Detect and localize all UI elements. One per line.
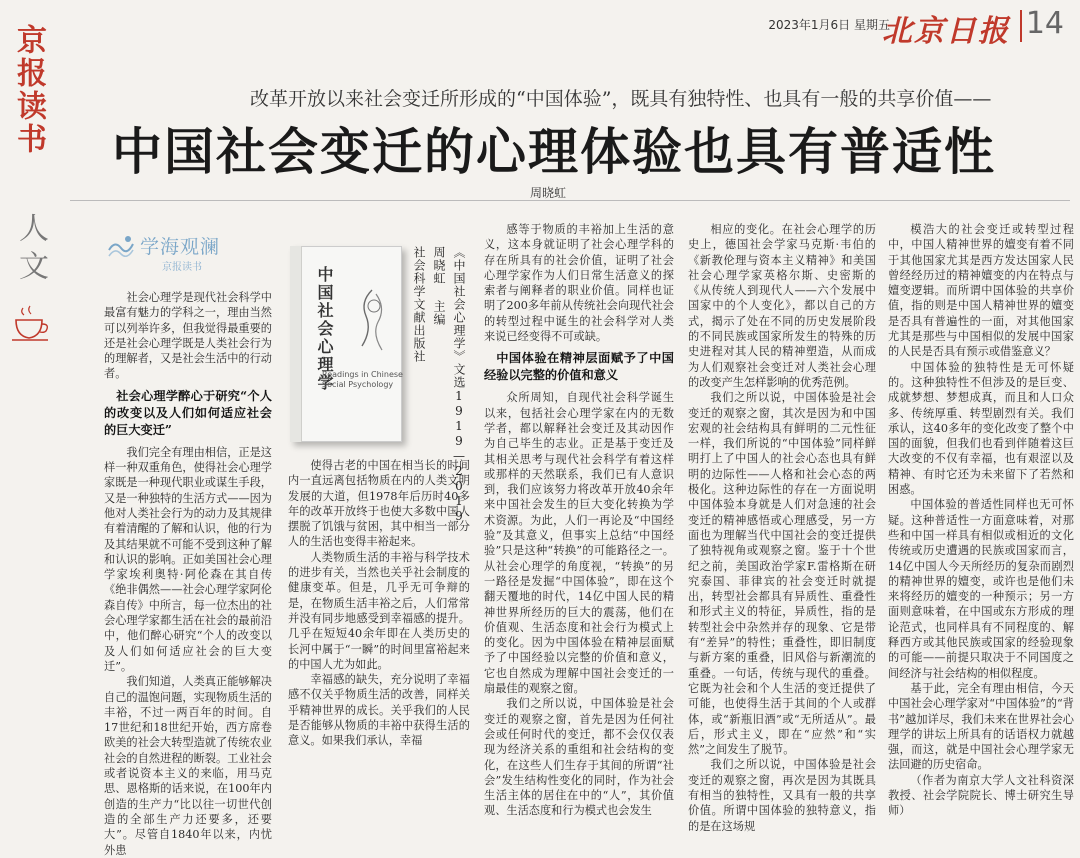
paragraph: 使得古老的中国在相当长的时间内一直远离包括物质在内的人类文明发展的大道，但1978年后历时40多年的改革开放终于也使大多数中国人摆脱了饥饿与贫困，其中相当一部分人的生活也变得丰裕起来。 (288, 459, 470, 549)
book-cover-english-2: Social Psychology (322, 380, 394, 389)
issue-date: 2023年1月6日 星期五 (768, 18, 890, 32)
paragraph: 模浩大的社会变迁或转型过程中，中国人精神世界的嬗变有着不同于其他国家尤其是西方发达国家人民曾经经历过的精神嬗变的内在特点与嬗变逻辑。而所谓中国体验的共享价值，指的则是中国人精神世界的嬗变是否具有普遍性的一面，对其他国家尤其是那些与中国相似的发展中国家的人民是否具有预示或借鉴意义？ (888, 223, 1074, 359)
section-heading: 社会心理学醉心于研究“个人的改变以及人们如何适应社会的巨大变迁” (104, 388, 272, 437)
masthead-divider (1020, 10, 1022, 42)
paragraph: 基于此，完全有理由相信，今天中国社会心理学家对“中国体验”的“背书”越加详尽，我们未来在世界社会心理学的讲坛上所具有的话语权力就越强，而这，就是中国社会心理学家无法回避的历史宿命。 (888, 681, 1074, 772)
paragraph: 我们知道，人类真正能够解决自己的温饱问题，实现物质生活的丰裕，不过一两百年的时间。自17世纪和18世纪开始，西方席卷欧美的社会大转型造就了传统农业社会的自然进程的断裂。工业社会或者说资本主义的来临，用马克思、恩格斯的话来说，在100年内创造的生产力“比以往一切世代创造的全部生产力还要多，还要大”。尽管自1840年以来，内忧外患 (104, 675, 272, 857)
paragraph: 人类物质生活的丰裕与科学技术的进步有关，当然也关乎社会制度的健康变革。但是，几乎无可争辩的是，在物质生活丰裕之后，人们常常并没有同步地感受到幸福感的提升。几乎在短短40余年即在人类历史的长河中属于“一瞬”的时间里富裕起来的中国人尤为如此。 (288, 550, 470, 671)
article-column-3 (484, 222, 674, 818)
book-cover-figure (346, 286, 398, 356)
teacup-icon (8, 300, 54, 346)
section-heading: 中国体验在精神层面赋予了中国经验以完整的价值和意义 (484, 351, 674, 383)
left-brand-strip (0, 0, 62, 683)
masthead (620, 0, 1080, 52)
paragraph: 我们之所以说，中国体验是社会变迁的观察之窗，再次是因为其既具有相当的独特性，又具有一般的共享价值。所谓中国体验的独特意义，指的是在这场规 (688, 758, 876, 833)
section-label-vertical: 人文 (13, 212, 48, 288)
header-rule (70, 200, 1070, 201)
paragraph: 中国体验的普适性同样也无可怀疑。这种普适性一方面意味着，对那些和中国一样具有相似或相近的文化传统或历史遭遇的民族或国家而言，14亿中国人今天所经历的复杂而剧烈的精神世界的嬗变，或许也是他们未来将经历的嬗变的一种预示；另一方面则意味着，在中国或东方形成的理论范式，也同样具有不同程度的、解释西方或其他民族或国家的经验现象的可能——前提只取决于不同国度之间经济与社会结构的相似程度。 (888, 498, 1074, 680)
book-cover-title: 中国社会心理学 (315, 266, 334, 392)
article-column-5 (888, 222, 1074, 818)
article-subtitle: 改革开放以来社会变迁所形成的“中国体验”，既具有独特性、也具有一般的共享价值—— (250, 88, 992, 110)
paragraph: 感等于物质的丰裕加上生活的意义，这本身就证明了社会心理学科的存在所具有的社会价值，证明了社会心理学家作为人们日常生活意义的探索者与阐释者的职业价值。同样也证明了200多年前从传统社会向现代社会的转型过程中诞生的社会科学对人类来说已经变得不可或缺。 (484, 223, 674, 344)
paragraph: 我们完全有理由相信，正是这样一种双重角色，使得社会心理学家既是一种现代职业或谋生手段，又是一种独特的生活方式——因为他对人类社会行为的动力及其规律有着清醒的了解和认识，他的行为及其结果就不可能不受到这种了解和认识的影响。正如美国社会心理学家埃利奥特·阿伦森在其自传《绝非偶然——社会心理学家阿伦森自传》中所言，每一位杰出的社会心理学家都生活在社会的最前沿中，他们醉心研究“个人的改变以及人们如何适应社会的巨大变迁”。 (104, 445, 272, 673)
book-info-publisher: 社会科学文献出版社 (412, 246, 426, 363)
article-column-1 (104, 290, 272, 857)
column-brand-vertical: 京报读书 (11, 24, 46, 156)
article-column-2 (288, 458, 470, 748)
book-cover-english-1: Readings in Chinese (322, 370, 403, 379)
paragraph: 我们之所以说，中国体验是社会变迁的观察之窗，其次是因为和中国宏观的社会结构具有鲜明的二元性征一样，我们所说的“中国体验”同样鲜明打上了中国人的社会心态也具有鲜明的边际性——人格和社会心态的两极化。这种边际性的存在一方面说明中国体验本身就是人们对急速的社会变迁的精神感悟或心理感受，另一方面也为理解当代中国社会的变迁提供了独特视角或观察之窗。鉴于十个世纪之前，美国政治学家F.雷格斯在研究泰国、菲律宾的社会变迁时就提出，转型社会都具有异质性、重叠性和形式主义的特征，异质性，指的是转型社会中杂然并存的现象、它是带有“差异”的特性；重叠性，即旧制度与新方案的重叠，旧风俗与新潮流的重叠。一句话，传统与现代的重叠。它既为社会和个人生活的变迁提供了可能，也使得生活于其间的个人或群体，或“新瓶旧酒”或“无所适从”。最后，形式主义，即在“应然”和“实然”之间发生了脱节。 (688, 391, 876, 757)
paragraph: 幸福感的缺失，充分说明了幸福感不仅关乎物质生活的改善，同样关乎精神世界的成长。关乎我们的人民是否能够从物质的丰裕中获得生活的意义。如果我们承认，幸福 (288, 673, 470, 748)
column-logo (100, 226, 250, 276)
article-headline: 中国社会变迁的心理体验也具有普适性 (112, 122, 996, 181)
article-column-4 (688, 222, 876, 833)
book-spine (290, 246, 302, 442)
paragraph: 相应的变化。在社会心理学的历史上，德国社会学家马克斯·韦伯的《新教伦理与资本主义精神》和美国社会心理学家英格尔斯、史密斯的《从传统人到现代人——六个发展中国家中的个人变化》，都以自己的方式，揭示了处在不同的历史发展阶段的不同民族或国家所发生的特殊的历史进程对其人民的精神塑造，从而成为人们观察社会变迁对人类社会心理的改变产生怎样影响的优秀范例。 (688, 223, 876, 389)
book-info-title: 《中国社会心理学》文选1919—2019 (452, 246, 466, 524)
paragraph: 众所周知，自现代社会科学诞生以来，包括社会心理学家在内的无数学者，都以解释社会变迁及其动因作为自己毕生的志业。正是基于变迁及其相关思考与现代社会科学有着这样或那样的天然联系，我们已有人意识到，我们应该努力将改革开放40余年来中国社会发生的巨大变化转换为学术资源。为此，人们一再论及“中国经验”及其意义，但事实上总结“中国经验”只是这种“转换”的可能路径之一。从社会心理学的角度视，“转换”的另一路径是发掘“中国体验”，即在这个翻天覆地的时代，14亿中国人民的精神世界所经历的巨大的震荡，他们在价值观、生活态度和社会行为模式上的变化。因为中国体验在精神层面赋予了中国经验以完整的价值和意义，它也自然成为理解中国社会变迁的一扇最佳的观察之窗。 (484, 391, 674, 696)
paper-name-logo: 北京日报 (882, 14, 1010, 49)
paragraph: 社会心理学是现代社会科学中最富有魅力的学科之一，理由当然可以列举许多，但我觉得最重要的还是社会心理学既是人类社会行为的理解者，又是社会生活中的行动者。 (104, 291, 272, 381)
paragraph: 中国体验的独特性是无可怀疑的。这种独特性不但涉及的是巨变、成就梦想、梦想成真，而且和人口众多、传统厚重、转型剧烈有关。我们承认，这40多年的变化改变了整个中国的面貌，但我们也看到伴随着这巨大改变的不仅有幸福，也有艰涩以及精神、有时它还为未来留下了若然和困惑。 (888, 360, 1074, 497)
page-number: 14 (1025, 6, 1064, 41)
article-byline: 周晓虹 (530, 186, 567, 200)
paragraph: 我们之所以说，中国体验是社会变迁的观察之窗，首先是因为任何社会或任何时代的变迁，都不会仅仅表现为经济关系的重组和社会结构的变化，在这些人们生存于其间的所谓“社会”发生结构性变化的同时，作为社会生活主体的居住在中的“人”，其价值观、生活态度和行为模式也会发生 (484, 697, 674, 818)
column-logo-name: 学海观澜 (140, 236, 221, 258)
author-note: （作者为南京大学人文社科资深教授、社会学院院长、博士研究生导师） (888, 773, 1074, 818)
column-logo-sub: 京报读书 (162, 262, 202, 273)
wave-icon (106, 232, 136, 262)
book-info-editor: 周晓虹 主编 (432, 246, 446, 326)
